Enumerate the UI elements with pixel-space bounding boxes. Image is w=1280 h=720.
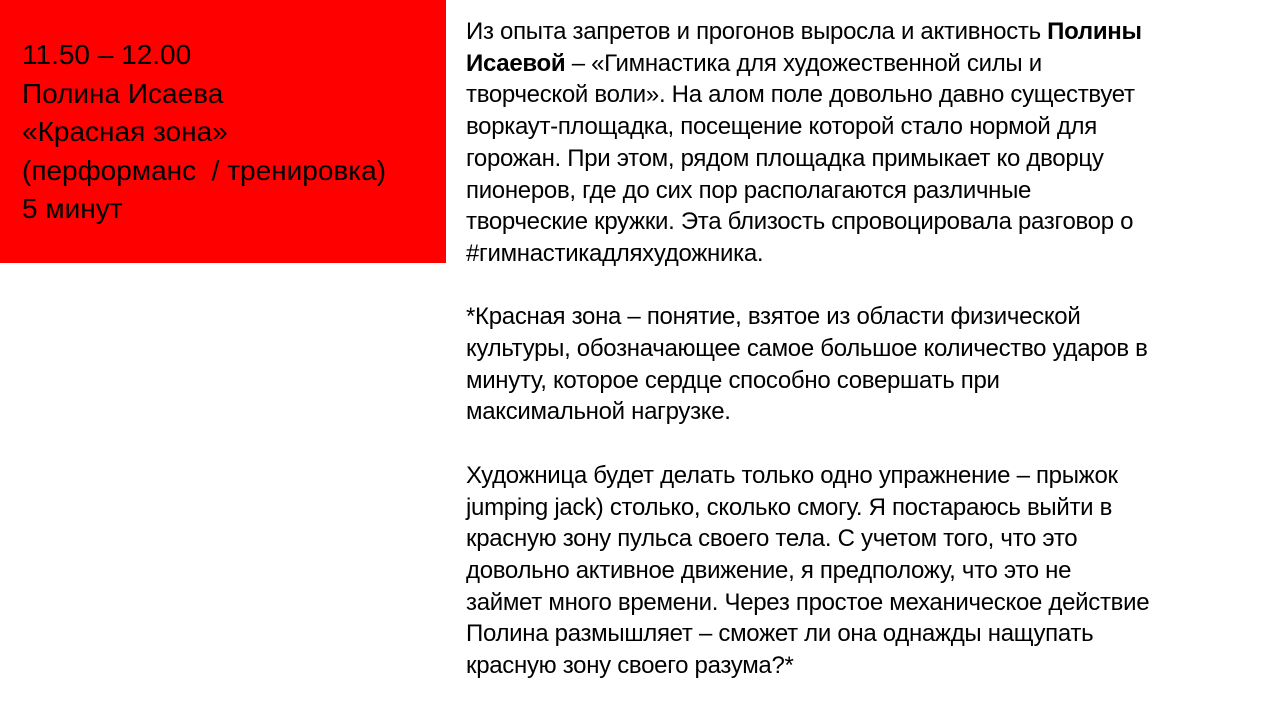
artist-name: Полина Исаева	[22, 77, 224, 109]
paragraph-intro	[466, 16, 1266, 270]
text-line: красную зону пульса своего тела. С учетом того, что это	[466, 525, 1078, 553]
text-line: *Красная зона – понятие, взятое из области физической	[466, 303, 1081, 331]
paragraph-definition	[466, 301, 1266, 428]
event-info	[22, 36, 386, 229]
description-text	[466, 16, 1266, 713]
event-time: 11.50 – 12.00	[22, 39, 192, 70]
text-line: jumping jack) столько, сколько смогу. Я постараюсь выйти в	[466, 493, 1113, 521]
text-line: творческой воли». На алом поле довольно давно существует	[466, 81, 1135, 109]
text-line: творческие кружки. Эта близость спровоцировала разговор о	[466, 208, 1134, 236]
paragraph-performance	[466, 460, 1266, 682]
text-line: Исаевой – «Гимнастика для художественной силы и	[466, 49, 1042, 77]
text-line: Из опыта запретов и прогонов выросла и активность Полины	[466, 18, 1142, 45]
hashtag-line: #гимнастикадляхудожника.	[466, 239, 764, 267]
text-line: воркаут-площадка, посещение которой стало нормой для	[466, 113, 1097, 141]
text-line: красную зону своего разума?*	[466, 652, 794, 680]
text-line: займет много времени. Через простое механическое действие	[466, 588, 1150, 616]
work-format: (перформанс / тренировка)	[22, 154, 387, 186]
text-line: минуту, которое сердце способно совершать при	[466, 366, 1000, 394]
text-line: культуры, обозначающее самое большое количество ударов в	[466, 335, 1148, 363]
text-line: максимальной нагрузке.	[466, 398, 731, 426]
red-title-block	[0, 0, 446, 263]
text-line: довольно активное движение, я предположу, что это не	[466, 556, 1072, 584]
text-line: Полина размышляет – сможет ли она однажды нащупать	[466, 620, 1094, 648]
text-line: Художница будет делать только одно упражнение – прыжок	[466, 461, 1118, 489]
text-line: пионеров, где до сих пор располагаются различные	[466, 176, 1032, 204]
work-duration: 5 минут	[22, 193, 123, 224]
text-line: горожан. При этом, рядом площадка примыкает ко дворцу	[466, 144, 1104, 172]
work-title: «Красная зона»	[22, 116, 228, 147]
